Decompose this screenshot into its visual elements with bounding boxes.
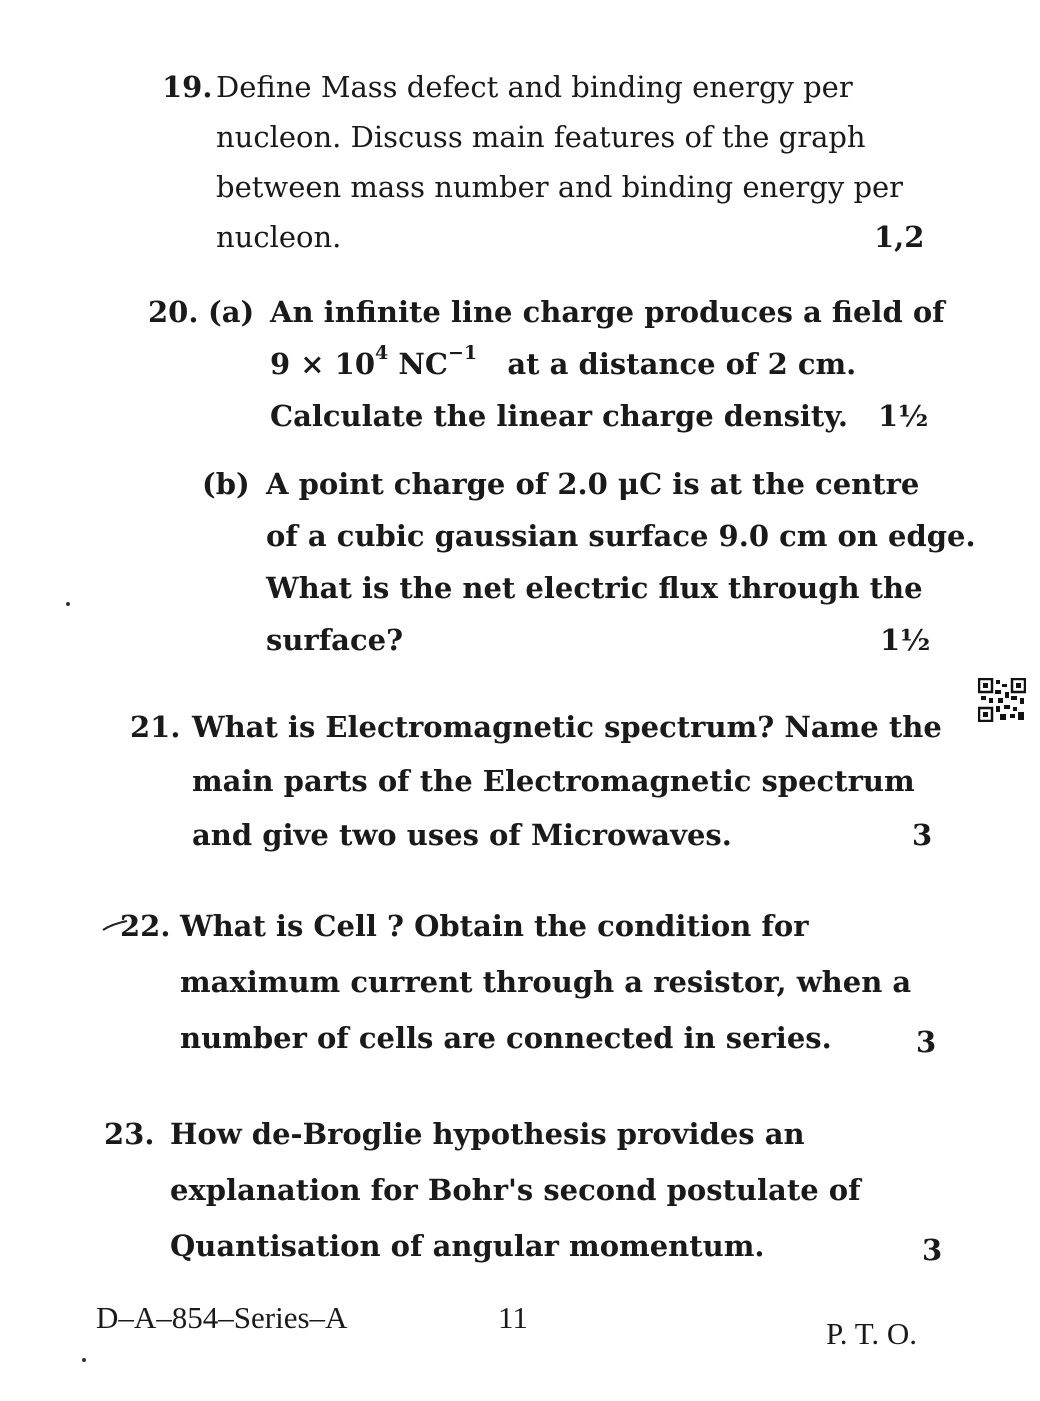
marks: 3 [922, 1233, 943, 1267]
question-text-line [270, 338, 945, 390]
question-text-line: Quantisation of angular momentum. [170, 1229, 765, 1263]
question-text-line: How de-Broglie hypothesis provides an [170, 1117, 805, 1151]
question-text-line: of a cubic gaussian surface 9.0 cm on edge. [266, 519, 976, 553]
question-number: 20. [148, 295, 199, 329]
question-number: 21. [130, 710, 181, 744]
part-b [266, 458, 976, 666]
please-turn-over: P. T. O. [826, 1316, 918, 1351]
marks: 1½ [878, 399, 929, 433]
question-text-line: maximum current through a resistor, when a [180, 965, 912, 999]
question-number: 23. [104, 1117, 155, 1151]
question-text-line: What is the net electric flux through the [266, 571, 923, 605]
distance-text: at a distance of 2 cm. [507, 347, 857, 381]
question-text-line: nucleon. [216, 220, 342, 254]
question-text-line: What is Cell ? Obtain the condition for [180, 909, 809, 943]
pen-mark-icon [102, 918, 128, 932]
unit: NC [388, 347, 448, 381]
part-label: (a) [208, 295, 255, 329]
marks: 1½ [880, 623, 931, 657]
exponent: 4 [375, 342, 389, 365]
marks: 3 [912, 818, 933, 852]
question-number: 19. [162, 70, 213, 104]
marks: 3 [916, 1025, 937, 1059]
question-text-line: explanation for Bohr's second postulate of [170, 1173, 861, 1207]
question-text-line: Calculate the linear charge density. [270, 399, 848, 433]
exponent: −1 [447, 342, 478, 365]
margin-dot [82, 1358, 86, 1362]
question-text-line: An infinite line charge produces a field of [270, 295, 945, 329]
part-label: (b) [202, 467, 250, 501]
page-number: 11 [498, 1300, 528, 1335]
question-text-line: number of cells are connected in series. [180, 1021, 832, 1055]
question-text-line: between mass number and binding energy per [216, 170, 904, 204]
question-text-line: What is Electromagnetic spectrum? Name the [192, 710, 942, 744]
part-a [270, 286, 945, 442]
field-value: 9 × 10 [270, 347, 376, 381]
question-text-line: and give two uses of Microwaves. [192, 818, 732, 852]
paper-code: D–A–854–Series–A [96, 1300, 348, 1335]
question-text-line: nucleon. Discuss main features of the graph [216, 120, 866, 154]
question-text-line: surface? [266, 623, 404, 657]
question-number: 22. [120, 909, 171, 943]
question-text-line: A point charge of 2.0 μC is at the centre [266, 467, 920, 501]
question-text-line: Define Mass defect and binding energy per [216, 70, 853, 104]
qr-code-icon [978, 678, 1026, 722]
marks: 1,2 [874, 220, 925, 254]
question-text-line: main parts of the Electromagnetic spectrum [192, 764, 915, 798]
margin-dot [66, 602, 70, 606]
